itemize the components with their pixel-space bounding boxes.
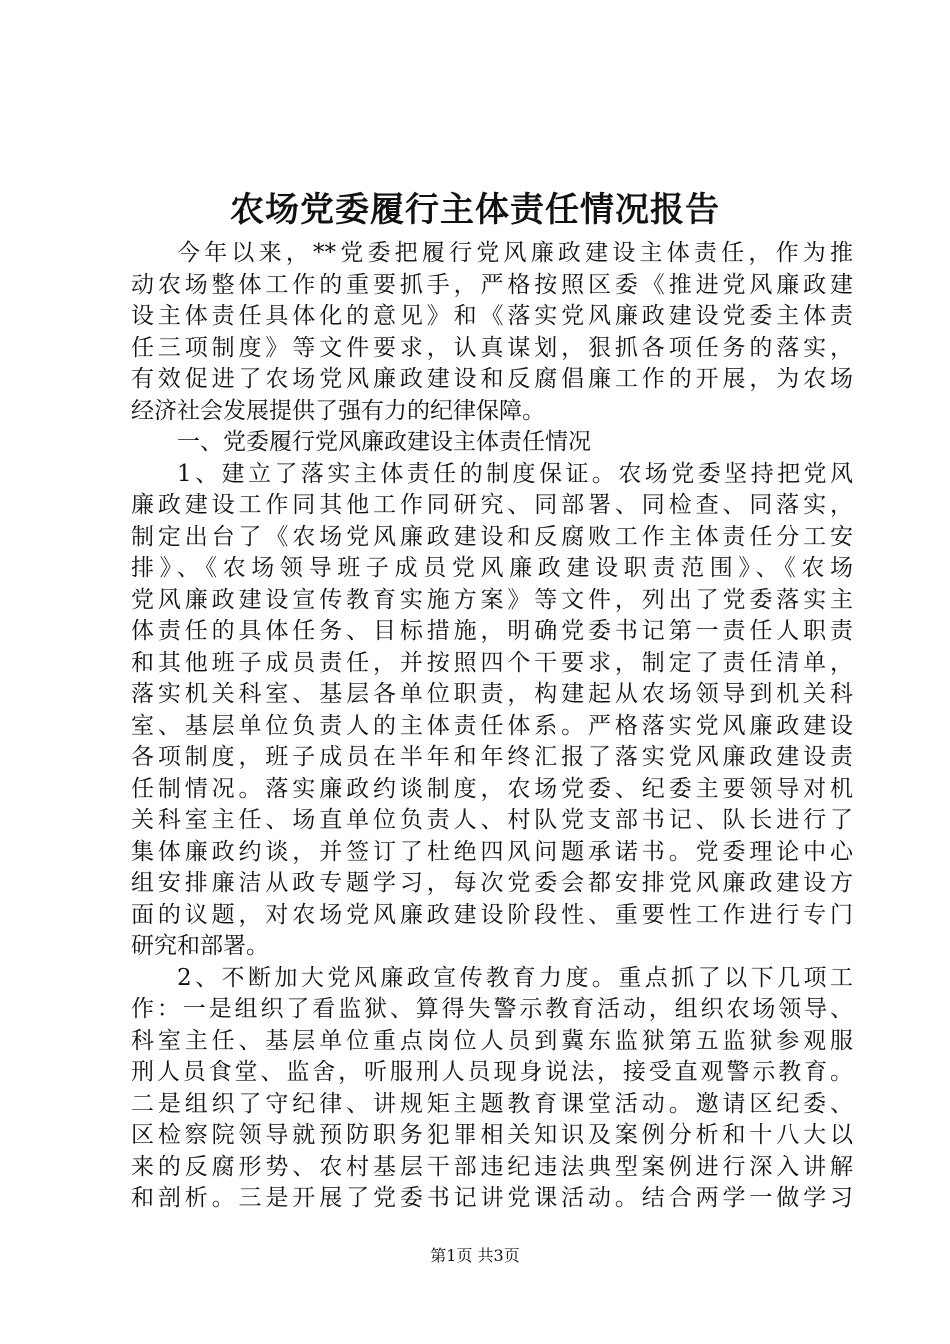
paragraph-line: 研究和部署。 xyxy=(131,933,269,959)
paragraph-line: 组安排廉洁从政专题学习，每次党委会都安排党风廉政建设方 xyxy=(131,870,853,896)
paragraph-line: 面的议题，对农场党风廉政建设阶段性、重要性工作进行专门 xyxy=(131,901,853,928)
paragraph-line: 任三项制度》等文件要求，认真谋划，狠抓各项任务的落实， xyxy=(131,334,853,361)
paragraph-line: 室、基层单位负责人的主体责任体系。严格落实党风廉政建设 xyxy=(131,712,853,739)
paragraph-line: 廉政建设工作同其他工作同研究、同部署、同检查、同落实， xyxy=(131,492,853,518)
paragraph-line: 排》、《农场领导班子成员党风廉政建设职责范围》、《农场 xyxy=(131,555,853,581)
paragraph-line: 刑人员食堂、监舍，听服刑人员现身说法，接受直观警示教育。 xyxy=(131,1059,853,1085)
paragraph-line: 二是组织了守纪律、讲规矩主题教育课堂活动。邀请区纪委、 xyxy=(131,1090,853,1117)
paragraph-line: 作：一是组织了看监狱、算得失警示教育活动，组织农场领导、 xyxy=(131,996,853,1022)
paragraph-line: 区检察院领导就预防职务犯罪相关知识及案例分析和十八大以 xyxy=(131,1122,853,1148)
paragraph-line: 设主体责任具体化的意见》和《落实党风廉政建设党委主体责 xyxy=(131,303,853,329)
document-body xyxy=(131,238,853,1215)
paragraph-line: 各项制度，班子成员在半年和年终汇报了落实党风廉政建设责 xyxy=(131,744,853,770)
paragraph-line: 和剖析。三是开展了党委书记讲党课活动。结合两学一做学习 xyxy=(131,1185,853,1211)
paragraph-line: 有效促进了农场党风廉政建设和反腐倡廉工作的开展，为农场 xyxy=(131,366,853,392)
paragraph-line: 落实机关科室、基层各单位职责，构建起从农场领导到机关科 xyxy=(131,681,853,707)
page-footer: 第1页 共3页 xyxy=(430,1246,520,1265)
paragraph-line: 集体廉政约谈，并签订了杜绝四风问题承诺书。党委理论中心 xyxy=(131,838,853,865)
section-heading: 一、党委履行党风廉政建设主体责任情况 xyxy=(177,429,591,455)
paragraph-line: 关科室主任、场直单位负责人、村队党支部书记、队长进行了 xyxy=(131,807,853,833)
paragraph-line: 制定出台了《农场党风廉政建设和反腐败工作主体责任分工安 xyxy=(131,523,853,550)
paragraph-line: 任制情况。落实廉政约谈制度，农场党委、纪委主要领导对机 xyxy=(131,775,853,802)
paragraph-line: 动农场整体工作的重要抓手，严格按照区委《推进党风廉政建 xyxy=(131,271,853,298)
paragraph-line: 今年以来，**党委把履行党风廉政建设主体责任，作为推 xyxy=(177,240,853,266)
paragraph-line: 和其他班子成员责任，并按照四个干要求，制定了责任清单， xyxy=(131,649,853,676)
paragraph-line: 来的反腐形势、农村基层干部违纪违法典型案例进行深入讲解 xyxy=(131,1153,853,1180)
paragraph-line: 党风廉政建设宣传教育实施方案》等文件，列出了党委落实主 xyxy=(131,586,853,613)
paragraph-line: 科室主任、基层单位重点岗位人员到冀东监狱第五监狱参观服 xyxy=(131,1027,853,1054)
paragraph-line: 经济社会发展提供了强有力的纪律保障。 xyxy=(131,397,545,424)
paragraph-line: 1、建立了落实主体责任的制度保证。农场党委坚持把党风 xyxy=(177,460,853,487)
paragraph-line: 体责任的具体任务、目标措施，明确党委书记第一责任人职责 xyxy=(131,618,853,644)
paragraph-line: 2、不断加大党风廉政宣传教育力度。重点抓了以下几项工 xyxy=(177,964,853,991)
document-title: 农场党委履行主体责任情况报告 xyxy=(230,190,720,230)
